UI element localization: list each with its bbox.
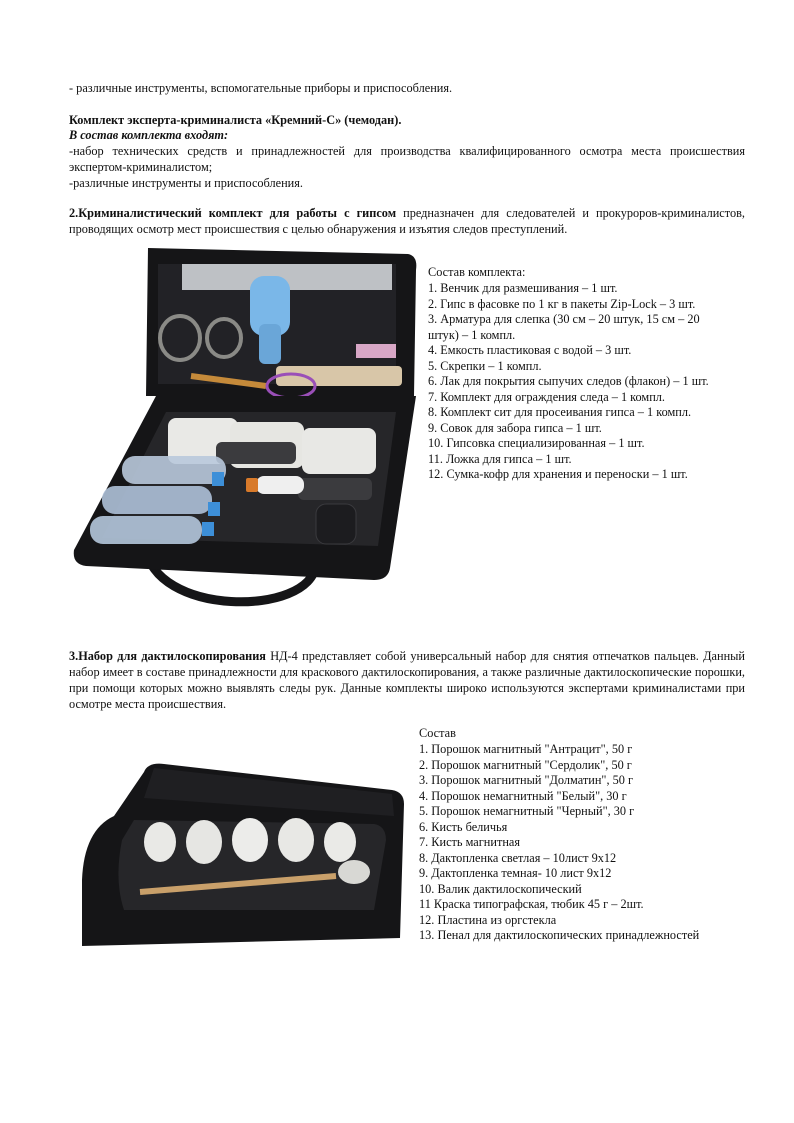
kremniy-line-1: -набор технических средств и принадлежностей для производства квалифицированного осмотра места происшествия экспертом-криминалистом;: [69, 144, 745, 174]
gypsum-item: 12. Сумка-кофр для хранения и переноски – 1 шт.: [428, 467, 688, 481]
dactyl-description: НД-4 представляет собой универсальный набор для снятия отпечатков пальцев. Данный набор имеет в составе принадлежности для краскового дактилоскопирования, а также различные дактилоскопические порошки, при помощи которых можно выявлять следы рук. Данные комплекты широко используются экспертами криминалистами при осмотре места происшествия.: [69, 649, 745, 711]
dactyl-item: 3. Порошок магнитный "Долматин", 50 г: [419, 773, 634, 787]
powder-jar-2: [186, 820, 222, 864]
dactyl-item: 12. Пластина из оргстекла: [419, 912, 557, 927]
gypsum-item: 7. Комплект для ограждения следа – 1 компл.: [428, 389, 666, 404]
gypsum-items-list: [428, 281, 748, 483]
kremniy-title: [69, 112, 745, 128]
dactyl-items-list: [419, 742, 759, 944]
water-bottle-3: [90, 516, 202, 544]
gypsum-item: 4. Емкость пластиковая с водой – 3 шт.: [428, 343, 632, 357]
dactyl-item: 6. Кисть беличья: [419, 819, 508, 834]
dactyl-heading: 3.Набор для дактилоскопирования: [69, 649, 266, 663]
paper-clips: [356, 344, 396, 358]
dactyl-item: 9. Дактопленка темная- 10 лист 9х12: [419, 866, 612, 880]
gypsum-paragraph: [69, 205, 745, 237]
powder-jar-4: [278, 818, 314, 862]
dactyl-item: 13. Пенал для дактилоскопических принадлежностей: [419, 928, 700, 942]
mesh-pocket-1: [216, 442, 296, 464]
gypsum-item: 3. Арматура для слепка (30 см – 20 штук, 15 см – 20 штук) – 1 компл.: [428, 312, 700, 342]
gypsum-item: 10. Гипсовка специализированная – 1 шт.: [428, 436, 645, 450]
gypsum-item: 1. Венчик для размешивания – 1 шт.: [428, 281, 618, 295]
varnish-flask: [256, 476, 304, 494]
dactyloscopy-kit-photo: [74, 760, 410, 946]
round-container: [316, 504, 356, 544]
blue-scoop: [259, 324, 281, 364]
dactyl-item: 10. Валик дактилоскопический: [419, 881, 582, 896]
dactyl-item: 7. Кисть магнитная: [419, 835, 521, 849]
kremniy-line-2: -различные инструменты и приспособления.: [69, 176, 303, 190]
intro-line: - различные инструменты, вспомогательные приборы и приспособления.: [69, 81, 453, 95]
gypsum-item: 9. Совок для забора гипса – 1 шт.: [428, 420, 602, 435]
dactyl-item: 1. Порошок магнитный "Антрацит", 50 г: [419, 742, 633, 756]
dactyl-item: 11 Краска типографская, тюбик 45 г – 2шт.: [419, 897, 644, 911]
gypsum-kit-photo: [66, 246, 422, 626]
dactyl-paragraph: [69, 648, 745, 712]
water-bottle-1: [122, 456, 226, 484]
gypsum-item: 2. Гипс в фасовке по 1 кг в пакеты Zip-Lock – 3 шт.: [428, 296, 696, 311]
roller: [338, 860, 370, 884]
gypsum-bag-3: [302, 428, 376, 474]
dactyl-item: 2. Порошок магнитный "Сердолик", 50 г: [419, 757, 632, 772]
water-bottle-2: [102, 486, 212, 514]
gypsum-item: 5. Скрепки – 1 компл.: [428, 358, 542, 373]
gypsum-item: 11. Ложка для гипса – 1 шт.: [428, 451, 572, 466]
dactyl-item: 5. Порошок немагнитный "Черный", 30 г: [419, 804, 635, 818]
dactyl-item: 8. Дактопленка светлая – 10лист 9х12: [419, 850, 617, 865]
mesh-pocket-2: [298, 478, 372, 500]
gypsum-item: 6. Лак для покрытия сыпучих следов (флакон) – 1 шт.: [428, 374, 709, 388]
dactyl-item: 4. Порошок немагнитный "Белый", 30 г: [419, 788, 627, 803]
gypsum-list-title: Состав комплекта:: [428, 265, 526, 279]
gypsum-heading: 2.Криминалистический комплект для работы с гипсом: [69, 206, 397, 220]
powder-jar-3: [232, 818, 268, 862]
gypsum-item: 8. Комплект сит для просеивания гипса – 1 компл.: [428, 405, 692, 419]
armature-bundle-1: [276, 366, 402, 386]
bottle-cap-3: [202, 522, 214, 536]
kremniy-subtitle: [69, 127, 745, 143]
bottle-cap-1: [212, 472, 224, 486]
flask-cap: [246, 478, 258, 492]
bottle-cap-2: [208, 502, 220, 516]
powder-jar-5: [324, 822, 356, 862]
dactyl-list-title: Состав: [419, 726, 456, 740]
kremniy-title-text: Комплект эксперта-криминалиста «Кремний-С» (чемодан).: [69, 113, 402, 127]
gypsum-description: предназначен для следователей и прокуроров-криминалистов, проводящих осмотр мест происшествия с целью обнаружения и изъятия следов преступлений.: [69, 206, 745, 236]
powder-jar-1: [144, 822, 176, 862]
kremniy-subtitle-text: В состав комплекта входят:: [69, 128, 229, 142]
